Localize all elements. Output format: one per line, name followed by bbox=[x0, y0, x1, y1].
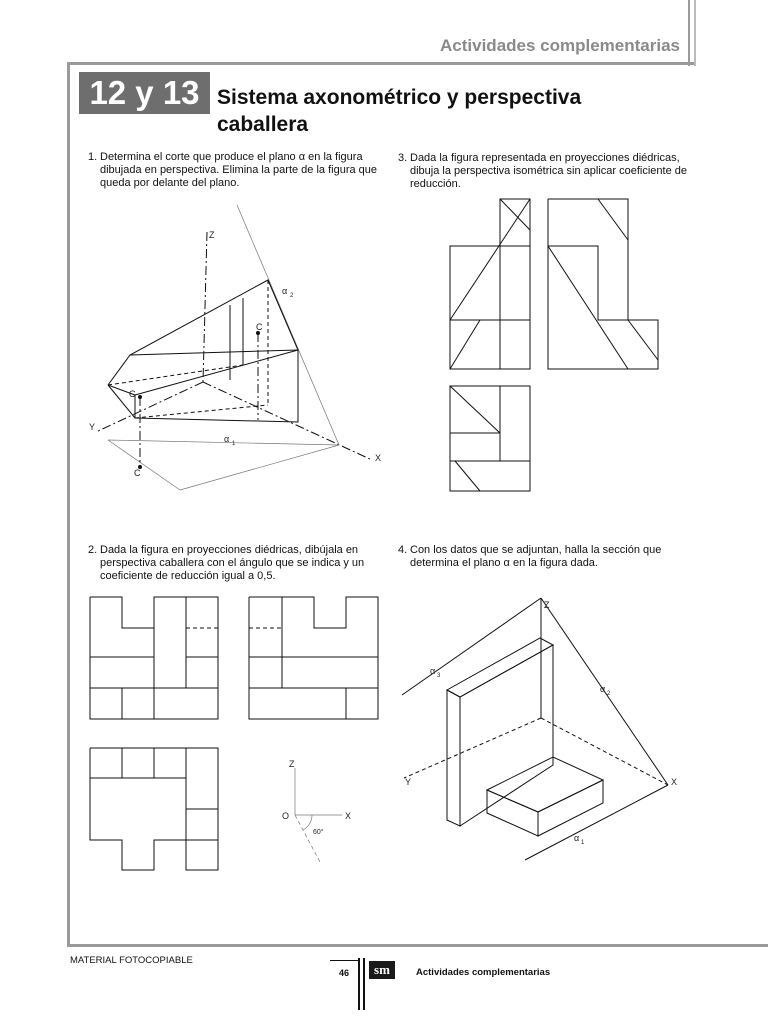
box-left bbox=[487, 790, 538, 836]
exercise-3-text: Dada la figura representada en proyecciones diédricas, dibuja la perspectiva isométrica sin aplicar coeficiente de reducción. bbox=[410, 152, 687, 190]
label-x: X bbox=[375, 453, 382, 463]
footer-rule bbox=[330, 960, 358, 961]
label-z: Z bbox=[209, 230, 215, 240]
exercise-1-text: Determina el corte que produce el plano α en la figura dibujada en perspectiva. Elimina la parte de la figura que queda por delante del plano. bbox=[100, 151, 378, 189]
fig4-label-alpha2: α bbox=[600, 684, 606, 694]
angle-label-o: O bbox=[282, 811, 290, 821]
fig4-label-alpha1-sub: 1 bbox=[581, 840, 585, 846]
label-alpha-sub1: 1 bbox=[232, 441, 236, 447]
fig4-x-axis bbox=[541, 718, 668, 785]
label-c1: C bbox=[129, 389, 136, 399]
exercise-2-number: 2. bbox=[88, 544, 98, 556]
fig4-alpha3-trace bbox=[402, 598, 541, 695]
label-c2: C bbox=[256, 322, 263, 332]
footer-section: Actividades complementarias bbox=[416, 967, 551, 978]
label-alpha-1: α bbox=[224, 434, 230, 444]
exercise-4-number: 4. bbox=[398, 544, 408, 556]
unit-badge: 12 y 13 bbox=[79, 72, 210, 114]
exercise-3-number: 3. bbox=[398, 152, 408, 164]
fig4-label-alpha2-sub: 2 bbox=[607, 691, 611, 697]
angle-label-z: Z bbox=[289, 759, 295, 769]
fig4-alpha1-trace bbox=[525, 785, 668, 860]
fig4-label-alpha3: α bbox=[430, 666, 436, 676]
box-right bbox=[538, 780, 603, 836]
exercise-1-number: 1. bbox=[88, 151, 98, 163]
fig4-label-alpha3-sub: 3 bbox=[437, 673, 441, 679]
angle-label-x: X bbox=[345, 811, 352, 821]
label-c1-lower: C bbox=[134, 468, 141, 478]
exercise-4-text: Con los datos que se adjuntan, halla la sección que determina el plano α en la figura dada. bbox=[410, 544, 662, 569]
section-header: Actividades complementarias bbox=[440, 36, 680, 55]
footer-photocopiable: MATERIAL FOTOCOPIABLE bbox=[70, 955, 193, 966]
footer-bar bbox=[358, 958, 360, 1010]
fig4-label-z: Z bbox=[544, 600, 550, 610]
label-alpha-sub2: 2 bbox=[290, 293, 294, 299]
fig4-y-axis bbox=[404, 718, 541, 778]
sm-logo: sm bbox=[369, 961, 395, 979]
label-alpha: α bbox=[282, 286, 288, 296]
page-number: 46 bbox=[338, 968, 349, 978]
footer-bar-2 bbox=[363, 958, 365, 1010]
fig4-label-alpha1: α bbox=[574, 833, 580, 843]
slab-top bbox=[447, 638, 553, 697]
fig4-label-x: X bbox=[671, 777, 678, 787]
angle-label-60: 60° bbox=[313, 829, 324, 836]
unit-title-line1: Sistema axonométrico y perspectiva bbox=[217, 86, 582, 109]
label-y: Y bbox=[89, 422, 96, 432]
unit-title-line2: caballera bbox=[217, 113, 309, 136]
exercise-2-text: Dada la figura en proyecciones diédricas, dibújala en perspectiva caballera con el ángulo que se indica y un coeficiente de reducción igual a 0,5. bbox=[100, 544, 365, 582]
fig4-label-y: Y bbox=[405, 777, 412, 787]
box-top bbox=[487, 757, 603, 812]
